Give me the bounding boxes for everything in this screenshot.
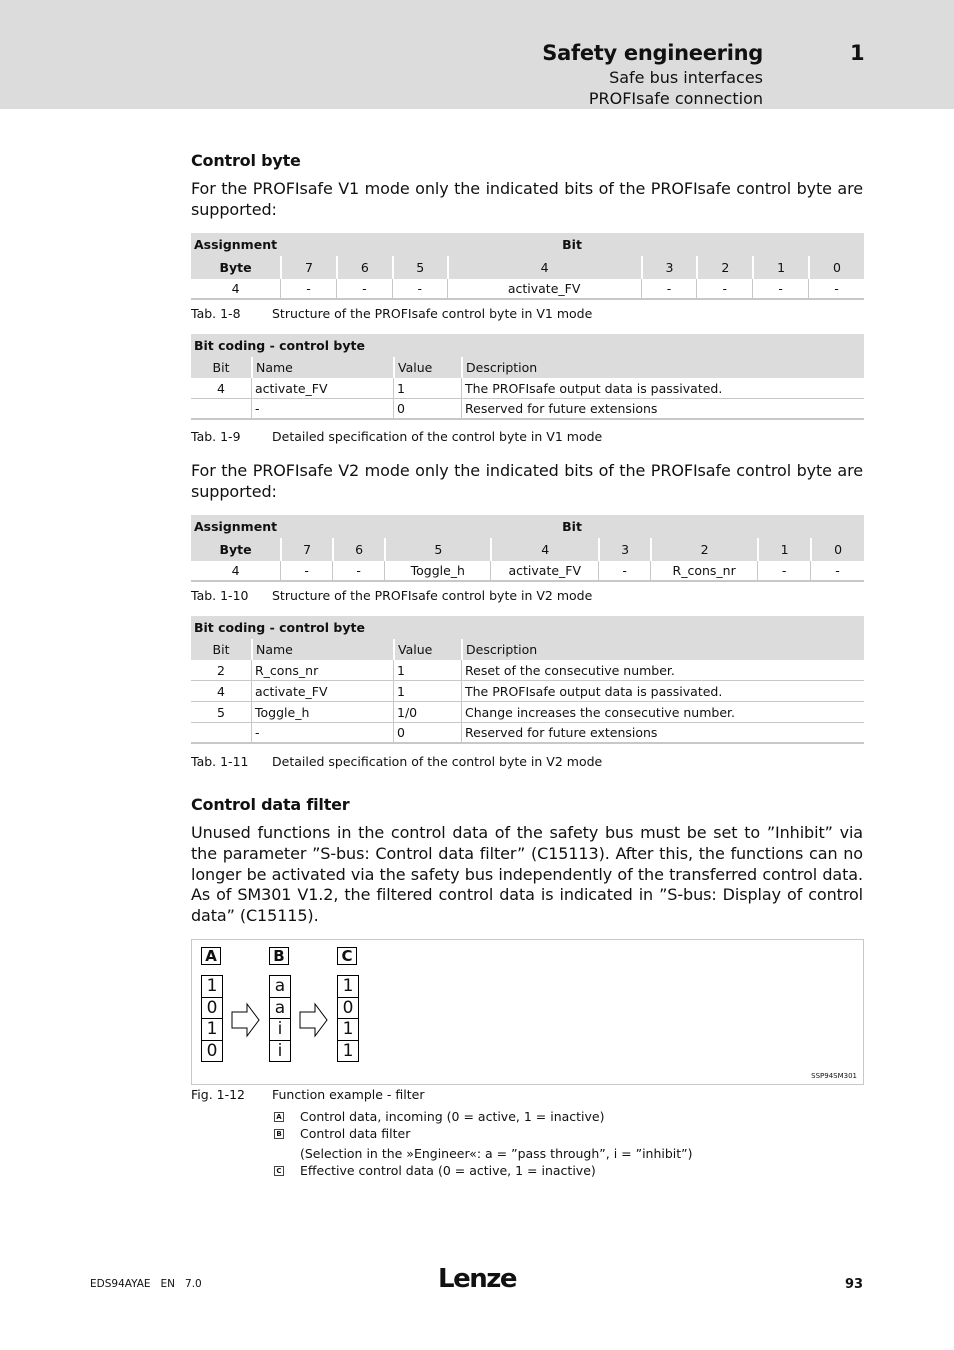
table-cell: -: [392, 279, 447, 300]
table-cell: 1: [393, 378, 461, 399]
column-header: Name: [251, 357, 393, 378]
table-row: [191, 723, 864, 744]
bit-cell: 1: [337, 1040, 359, 1063]
table-cell: 1: [393, 660, 461, 681]
bit-cell: 0: [201, 997, 223, 1020]
page-header: [0, 0, 954, 109]
header-bit: Bit: [280, 515, 864, 538]
figure-filter-example: [191, 939, 864, 1085]
table-caption-text: Detailed specification of the control byte in V2 mode: [272, 754, 603, 769]
heading-control-byte: Control byte: [191, 151, 301, 170]
legend-c-icon: C: [274, 1166, 284, 1176]
arrow-right-icon: [299, 1002, 329, 1038]
table-cell: 4: [191, 561, 280, 582]
table-cell: activate_FV: [490, 561, 598, 582]
table-row: [191, 702, 864, 723]
bit-cell: 1: [201, 1018, 223, 1041]
bit-header: 4: [490, 538, 598, 561]
column-filter: [269, 976, 291, 1062]
header-byte: Byte: [191, 256, 280, 279]
table-cell: 0: [393, 723, 461, 744]
filter-cell: i: [269, 1040, 291, 1063]
filter-cell: a: [269, 997, 291, 1020]
table-bit-coding-v2: [191, 616, 864, 744]
bit-header: 1: [757, 538, 810, 561]
bit-cell: 0: [337, 997, 359, 1020]
table-control-byte-v2: [191, 515, 864, 582]
table-cell: 4: [191, 279, 280, 300]
table-cell: Toggle_h: [384, 561, 490, 582]
table-cell: 1: [393, 681, 461, 702]
table-cell: Reserved for future extensions: [461, 399, 864, 420]
page-number: 93: [845, 1277, 864, 1292]
bit-header: 4: [447, 256, 641, 279]
table-cell: -: [336, 279, 392, 300]
table-caption-text: Structure of the PROFIsafe control byte in V1 mode: [272, 306, 593, 321]
legend-c-text: Effective control data (0 = active, 1 = inactive): [300, 1163, 596, 1178]
column-header: Name: [251, 639, 393, 660]
document-id: EDS94AYAE EN 7.0: [90, 1278, 202, 1290]
table-cell: -: [810, 561, 864, 582]
heading-control-data-filter: Control data filter: [191, 795, 350, 814]
table-cell: -: [808, 279, 864, 300]
intro-v1: For the PROFIsafe V1 mode only the indicated bits of the PROFIsafe control byte are supported:: [191, 179, 863, 219]
table-row: [191, 561, 864, 582]
subsection-subtitle: PROFIsafe connection: [588, 89, 763, 108]
table-caption-number: Tab. 1-8: [191, 306, 241, 321]
table-row: [191, 279, 864, 300]
column-header: Bit: [191, 357, 251, 378]
bit-header: 7: [280, 256, 336, 279]
legend-b-text-2: (Selection in the »Engineer«: a = ”pass through”, i = ”inhibit”): [300, 1146, 693, 1161]
header-assignment: Assignment: [191, 233, 280, 256]
legend-b-icon: B: [274, 1129, 284, 1139]
table-cell: -: [280, 561, 332, 582]
table-caption-number: Tab. 1-9: [191, 429, 241, 444]
bit-header: 2: [650, 538, 757, 561]
table-cell: R_cons_nr: [650, 561, 757, 582]
table-cell: -: [251, 399, 393, 420]
table-bit-coding-v1: [191, 334, 864, 420]
table-cell: The PROFIsafe output data is passivated.: [461, 378, 864, 399]
table-cell: Reset of the consecutive number.: [461, 660, 864, 681]
bit-header: 5: [384, 538, 490, 561]
table-cell: 1/0: [393, 702, 461, 723]
table-cell: 4: [191, 378, 251, 399]
table-cell: -: [251, 723, 393, 744]
label-a: A: [201, 947, 221, 965]
table-cell: -: [641, 279, 697, 300]
label-b: B: [269, 947, 289, 965]
table-title: Bit coding - control byte: [191, 616, 864, 639]
table-title: Bit coding - control byte: [191, 334, 864, 357]
header-bit: Bit: [280, 233, 864, 256]
figure-caption-text: Function example - filter: [272, 1087, 425, 1102]
bit-cell: 1: [201, 975, 223, 998]
figure-caption-number: Fig. 1-12: [191, 1087, 246, 1102]
table-cell: R_cons_nr: [251, 660, 393, 681]
table-caption-number: Tab. 1-11: [191, 754, 249, 769]
table-cell: Reserved for future extensions: [461, 723, 864, 744]
column-header: Description: [461, 357, 864, 378]
bit-header: 0: [810, 538, 864, 561]
table-cell: activate_FV: [447, 279, 641, 300]
table-cell: activate_FV: [251, 378, 393, 399]
table-caption-text: Detailed specification of the control byte in V1 mode: [272, 429, 603, 444]
figure-code: SSP94SM301: [811, 1072, 857, 1080]
arrow-right-icon: [231, 1002, 261, 1038]
bit-cell: 1: [337, 1018, 359, 1041]
table-cell: -: [598, 561, 650, 582]
table-row: [191, 378, 864, 399]
legend-b-text: Control data filter: [300, 1126, 411, 1141]
intro-v2: For the PROFIsafe V2 mode only the indicated bits of the PROFIsafe control byte are supported:: [191, 461, 863, 501]
chapter-number: 1: [850, 41, 865, 65]
bit-header: 3: [598, 538, 650, 561]
column-header: Bit: [191, 639, 251, 660]
table-cell: -: [280, 279, 336, 300]
bit-header: 6: [332, 538, 384, 561]
bit-header: 0: [808, 256, 864, 279]
lenze-logo: Lenze: [438, 1264, 516, 1294]
table-cell: 4: [191, 681, 251, 702]
table-caption-number: Tab. 1-10: [191, 588, 249, 603]
table-cell: 2: [191, 660, 251, 681]
column-header: Value: [393, 357, 461, 378]
table-cell: [191, 399, 251, 420]
filter-cell: i: [269, 1018, 291, 1041]
bit-header: 6: [336, 256, 392, 279]
bit-header: 7: [280, 538, 332, 561]
filter-description: Unused functions in the control data of the safety bus must be set to ”Inhibit” via the parameter ”S-bus: Control data filter” (C15113). After this, the functions can no longer be activated via the safety bus independently of the transferred control data. As of SM301 V1.2, the filtered control data is indicated in ”S-bus: Display of control data” (C15115).: [191, 823, 863, 926]
bit-header: 1: [752, 256, 808, 279]
column-incoming: [201, 976, 223, 1062]
table-cell: activate_FV: [251, 681, 393, 702]
column-effective: [337, 976, 359, 1062]
header-assignment: Assignment: [191, 515, 280, 538]
table-row: [191, 399, 864, 420]
bit-cell: 1: [337, 975, 359, 998]
table-row: [191, 681, 864, 702]
table-cell: Change increases the consecutive number.: [461, 702, 864, 723]
column-header: Value: [393, 639, 461, 660]
table-cell: -: [332, 561, 384, 582]
table-cell: -: [696, 279, 752, 300]
table-cell: 5: [191, 702, 251, 723]
table-cell: The PROFIsafe output data is passivated.: [461, 681, 864, 702]
bit-header: 3: [641, 256, 697, 279]
table-cell: 0: [393, 399, 461, 420]
column-header: Description: [461, 639, 864, 660]
table-row: [191, 660, 864, 681]
legend-a-text: Control data, incoming (0 = active, 1 = inactive): [300, 1109, 605, 1124]
table-control-byte-v1: [191, 233, 864, 300]
bit-cell: 0: [201, 1040, 223, 1063]
section-subtitle: Safe bus interfaces: [609, 68, 763, 87]
table-caption-text: Structure of the PROFIsafe control byte in V2 mode: [272, 588, 593, 603]
table-cell: -: [752, 279, 808, 300]
filter-cell: a: [269, 975, 291, 998]
legend-a-icon: A: [274, 1112, 284, 1122]
table-cell: Toggle_h: [251, 702, 393, 723]
table-cell: -: [757, 561, 810, 582]
header-byte: Byte: [191, 538, 280, 561]
table-cell: [191, 723, 251, 744]
bit-header: 5: [392, 256, 447, 279]
label-c: C: [337, 947, 357, 965]
bit-header: 2: [696, 256, 752, 279]
chapter-title: Safety engineering: [542, 41, 763, 65]
